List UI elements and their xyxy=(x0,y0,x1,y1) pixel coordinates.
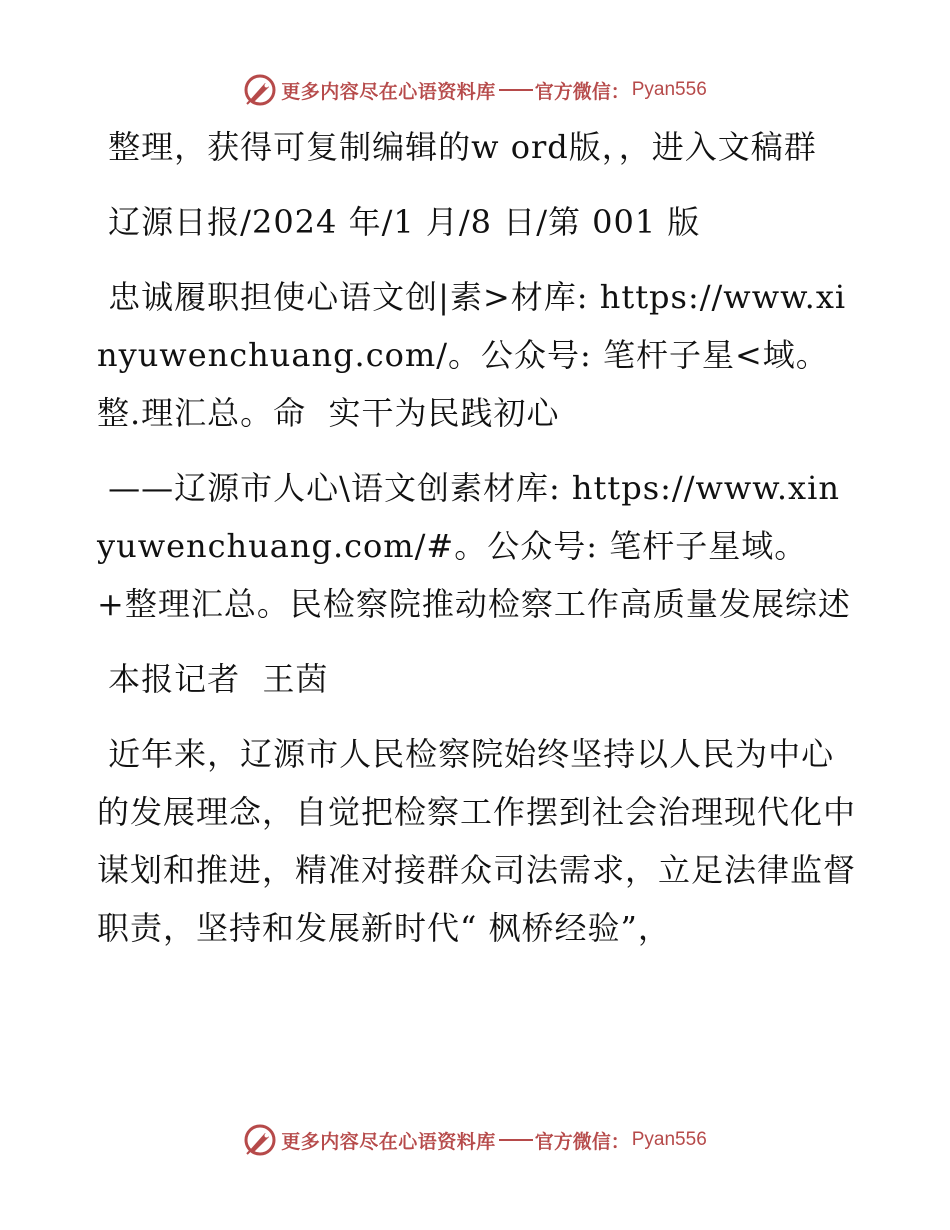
paragraph-subheadline: ——辽源市人心\语文创素材库: https://www.xinyuwenchuang.com/#。公众号: 笔杆子星域。+整理汇总。民检察院推动检察工作高质量发展综述 xyxy=(97,469,851,623)
banner-divider xyxy=(499,89,533,91)
banner-title: 更多内容尽在心语资料库 xyxy=(281,80,496,103)
banner-divider xyxy=(499,1139,533,1141)
paragraph-headline: 忠诚履职担使心语文创|素>材库: https://www.xinyuwenchuang.com/。公众号: 笔杆子星<域。整.理汇总。命 实干为民践初心 xyxy=(97,278,847,432)
banner-title: 更多内容尽在心语资料库 xyxy=(281,1130,496,1153)
banner-wechat-label: 官方微信： xyxy=(534,1130,630,1153)
banner-wechat-id: Pyan556 xyxy=(631,79,707,100)
paragraph-byline: 本报记者 王茵 xyxy=(97,660,329,698)
header-banner xyxy=(0,70,950,110)
pen-nib-circle-icon xyxy=(243,1123,277,1157)
document-body xyxy=(97,118,857,957)
pen-nib-circle-icon xyxy=(243,73,277,107)
footer-banner xyxy=(0,1120,950,1160)
banner-wechat-label: 官方微信： xyxy=(534,80,630,103)
paragraph-intro: 整理，获得可复制编辑的w ord版，，进入文稿群 xyxy=(97,128,817,166)
paragraph-body: 近年来，辽源市人民检察院始终坚持以人民为中心的发展理念，自觉把检察工作摆到社会治理现代化中谋划和推进，精准对接群众司法需求，立足法律监督职责，坚持和发展新时代“ 枫桥经验”， xyxy=(97,735,857,947)
banner-wechat-id: Pyan556 xyxy=(631,1129,707,1150)
paragraph-source: 辽源日报/2024 年/1 月/8 日/第 001 版 xyxy=(97,203,701,241)
